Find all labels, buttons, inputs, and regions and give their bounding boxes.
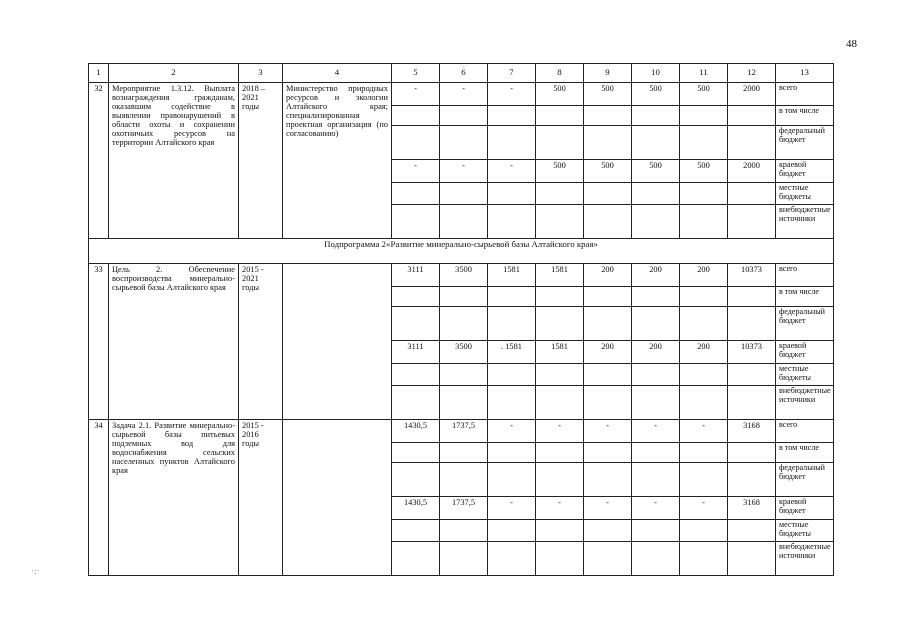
value-cell xyxy=(632,443,680,463)
value-cell: 3168 xyxy=(728,420,776,443)
value-cell xyxy=(392,386,440,420)
value-cell xyxy=(584,364,632,386)
value-cell xyxy=(632,364,680,386)
value-cell xyxy=(488,364,536,386)
value-cell xyxy=(488,443,536,463)
value-cell: - xyxy=(680,497,728,520)
value-cell xyxy=(680,205,728,239)
value-cell xyxy=(440,307,488,341)
value-cell xyxy=(536,364,584,386)
value-cell: 3500 xyxy=(440,341,488,364)
value-cell: 10373 xyxy=(728,341,776,364)
value-cell xyxy=(584,386,632,420)
value-cell xyxy=(728,386,776,420)
value-cell: - xyxy=(440,83,488,106)
value-cell xyxy=(632,183,680,205)
value-cell xyxy=(632,386,680,420)
funding-source: местные бюджеты xyxy=(776,183,834,205)
value-cell: - xyxy=(536,497,584,520)
value-cell: 500 xyxy=(680,83,728,106)
value-cell xyxy=(488,126,536,160)
value-cell: 1737,5 xyxy=(440,497,488,520)
row-number: 32 xyxy=(89,83,109,239)
value-cell xyxy=(536,542,584,576)
value-cell xyxy=(440,106,488,126)
value-cell: - xyxy=(680,420,728,443)
value-cell: 2000 xyxy=(728,160,776,183)
value-cell xyxy=(440,542,488,576)
subprogram-title: Подпрограмма 2«Развитие минерально-сырьевой базы Алтайского края» xyxy=(89,239,834,264)
value-cell xyxy=(440,183,488,205)
value-cell xyxy=(536,386,584,420)
funding-source: в том числе xyxy=(776,287,834,307)
value-cell xyxy=(632,126,680,160)
value-cell xyxy=(584,205,632,239)
value-cell xyxy=(488,520,536,542)
value-cell xyxy=(680,364,728,386)
value-cell xyxy=(680,126,728,160)
header-cell: 11 xyxy=(680,64,728,83)
value-cell xyxy=(584,443,632,463)
value-cell xyxy=(536,205,584,239)
value-cell: - xyxy=(488,420,536,443)
funding-source: федеральный бюджет xyxy=(776,126,834,160)
measure-description: Мероприятие 1.3.12. Выплата вознаграждения гражданам, оказавшим содействие в выявлении правонарушений в области охоты и сохранении охотничьих ресурсов на территории Алтайского края xyxy=(109,83,239,239)
value-cell xyxy=(440,386,488,420)
value-cell xyxy=(728,443,776,463)
header-cell: 10 xyxy=(632,64,680,83)
header-cell: 12 xyxy=(728,64,776,83)
value-cell: 3500 xyxy=(440,264,488,287)
funding-source: внебюджетные источники xyxy=(776,542,834,576)
value-cell xyxy=(632,205,680,239)
table-row xyxy=(89,264,834,287)
funding-source: местные бюджеты xyxy=(776,364,834,386)
value-cell xyxy=(680,520,728,542)
value-cell xyxy=(728,205,776,239)
value-cell: 3111 xyxy=(392,264,440,287)
value-cell xyxy=(536,443,584,463)
value-cell xyxy=(392,287,440,307)
value-cell: 1430,5 xyxy=(392,497,440,520)
value-cell xyxy=(728,287,776,307)
value-cell xyxy=(440,287,488,307)
value-cell xyxy=(392,520,440,542)
value-cell xyxy=(488,287,536,307)
funding-source: краевой бюджет xyxy=(776,497,834,520)
value-cell xyxy=(632,307,680,341)
funding-source: краевой бюджет xyxy=(776,341,834,364)
subprogram-row xyxy=(89,239,834,264)
implementation-years: 2015 - 2016 годы xyxy=(239,420,283,576)
value-cell: - xyxy=(440,160,488,183)
value-cell xyxy=(584,520,632,542)
value-cell: 200 xyxy=(632,264,680,287)
header-row xyxy=(89,64,834,83)
value-cell xyxy=(728,463,776,497)
measure-description: Задача 2.1. Развитие минерально-сырьевой базы питьевых подземных вод для водоснабжения сельских населенных пунктов Алтайского края xyxy=(109,420,239,576)
value-cell xyxy=(536,287,584,307)
value-cell xyxy=(392,183,440,205)
value-cell xyxy=(536,307,584,341)
value-cell: - xyxy=(392,160,440,183)
header-cell: 2 xyxy=(109,64,239,83)
value-cell xyxy=(584,126,632,160)
implementation-years: 2015 - 2021 годы xyxy=(239,264,283,420)
header-cell: 6 xyxy=(440,64,488,83)
table-row xyxy=(89,420,834,443)
value-cell: 200 xyxy=(584,341,632,364)
program-table xyxy=(88,63,834,576)
value-cell xyxy=(680,287,728,307)
value-cell xyxy=(488,463,536,497)
page-number: 48 xyxy=(846,38,857,50)
executor: Министерство природных ресурсов и экологии Алтайского края; специализированная проектная организация (по согласованию) xyxy=(283,83,392,239)
row-number: 33 xyxy=(89,264,109,420)
value-cell: 200 xyxy=(632,341,680,364)
header-cell: 9 xyxy=(584,64,632,83)
value-cell: 1581 xyxy=(536,341,584,364)
executor xyxy=(283,264,392,420)
header-cell: 1 xyxy=(89,64,109,83)
value-cell xyxy=(536,183,584,205)
value-cell xyxy=(680,106,728,126)
value-cell xyxy=(440,364,488,386)
value-cell xyxy=(728,542,776,576)
value-cell xyxy=(584,183,632,205)
value-cell xyxy=(488,386,536,420)
value-cell xyxy=(488,183,536,205)
value-cell xyxy=(392,205,440,239)
value-cell: 3168 xyxy=(728,497,776,520)
header-cell: 3 xyxy=(239,64,283,83)
funding-source: федеральный бюджет xyxy=(776,463,834,497)
value-cell xyxy=(632,287,680,307)
table-row xyxy=(89,83,834,106)
row-number: 34 xyxy=(89,420,109,576)
value-cell: 500 xyxy=(632,160,680,183)
executor xyxy=(283,420,392,576)
header-cell: 7 xyxy=(488,64,536,83)
value-cell xyxy=(392,443,440,463)
header-cell: 5 xyxy=(392,64,440,83)
value-cell: 500 xyxy=(536,83,584,106)
value-cell xyxy=(392,364,440,386)
value-cell xyxy=(536,463,584,497)
header-cell: 8 xyxy=(536,64,584,83)
measure-description: Цель 2. Обеспечение воспроизводства минерально-сырьевой базы Алтайского края xyxy=(109,264,239,420)
header-cell: 13 xyxy=(776,64,834,83)
value-cell xyxy=(632,463,680,497)
value-cell xyxy=(440,126,488,160)
value-cell: - xyxy=(488,83,536,106)
value-cell xyxy=(632,542,680,576)
value-cell xyxy=(536,126,584,160)
value-cell: - xyxy=(488,160,536,183)
value-cell: 500 xyxy=(536,160,584,183)
value-cell xyxy=(392,307,440,341)
value-cell: 200 xyxy=(584,264,632,287)
value-cell xyxy=(584,542,632,576)
value-cell xyxy=(728,183,776,205)
value-cell xyxy=(728,106,776,126)
value-cell xyxy=(440,205,488,239)
value-cell: - xyxy=(536,420,584,443)
value-cell xyxy=(680,183,728,205)
value-cell xyxy=(680,463,728,497)
funding-source: всего xyxy=(776,264,834,287)
header-cell: 4 xyxy=(283,64,392,83)
funding-source: краевой бюджет xyxy=(776,160,834,183)
value-cell xyxy=(536,520,584,542)
value-cell xyxy=(584,106,632,126)
value-cell xyxy=(488,307,536,341)
value-cell xyxy=(488,106,536,126)
value-cell: . 1581 xyxy=(488,341,536,364)
value-cell: 500 xyxy=(632,83,680,106)
value-cell: 200 xyxy=(680,341,728,364)
value-cell xyxy=(728,364,776,386)
value-cell: - xyxy=(488,497,536,520)
value-cell xyxy=(392,126,440,160)
value-cell xyxy=(728,126,776,160)
value-cell: 10373 xyxy=(728,264,776,287)
value-cell: 3111 xyxy=(392,341,440,364)
value-cell xyxy=(440,463,488,497)
funding-source: в том числе xyxy=(776,443,834,463)
scan-mark: ·:· xyxy=(31,566,40,576)
value-cell: 1581 xyxy=(536,264,584,287)
value-cell xyxy=(680,542,728,576)
value-cell: 500 xyxy=(584,160,632,183)
value-cell xyxy=(392,542,440,576)
value-cell xyxy=(728,520,776,542)
funding-source: местные бюджеты xyxy=(776,520,834,542)
value-cell: 1737,5 xyxy=(440,420,488,443)
value-cell xyxy=(632,520,680,542)
value-cell xyxy=(680,386,728,420)
value-cell: - xyxy=(584,497,632,520)
value-cell xyxy=(488,205,536,239)
value-cell xyxy=(440,520,488,542)
funding-source: федеральный бюджет xyxy=(776,307,834,341)
value-cell: - xyxy=(632,420,680,443)
funding-source: внебюджетные источники xyxy=(776,386,834,420)
value-cell xyxy=(584,463,632,497)
value-cell xyxy=(584,307,632,341)
value-cell xyxy=(680,307,728,341)
value-cell: - xyxy=(632,497,680,520)
value-cell xyxy=(392,106,440,126)
funding-source: внебюджетные источники xyxy=(776,205,834,239)
value-cell: 500 xyxy=(584,83,632,106)
value-cell xyxy=(728,307,776,341)
funding-source: всего xyxy=(776,420,834,443)
value-cell xyxy=(488,542,536,576)
value-cell xyxy=(680,443,728,463)
value-cell xyxy=(584,287,632,307)
value-cell: 1581 xyxy=(488,264,536,287)
value-cell: 1430,5 xyxy=(392,420,440,443)
value-cell: - xyxy=(584,420,632,443)
funding-source: в том числе xyxy=(776,106,834,126)
funding-source: всего xyxy=(776,83,834,106)
value-cell xyxy=(632,106,680,126)
value-cell xyxy=(392,463,440,497)
value-cell: 200 xyxy=(680,264,728,287)
value-cell: 500 xyxy=(680,160,728,183)
value-cell: - xyxy=(392,83,440,106)
value-cell: 2000 xyxy=(728,83,776,106)
implementation-years: 2018 – 2021 годы xyxy=(239,83,283,239)
value-cell xyxy=(440,443,488,463)
value-cell xyxy=(536,106,584,126)
